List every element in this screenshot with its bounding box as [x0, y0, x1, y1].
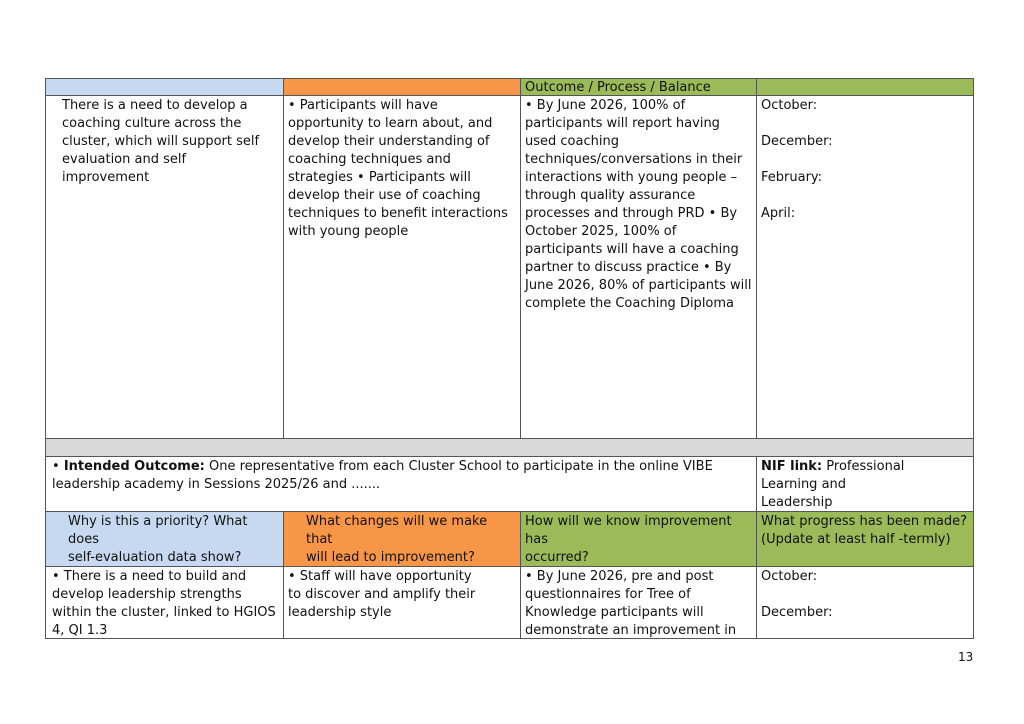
section1-progress-cell: October: December: February: April:: [756, 95, 974, 439]
section1-header-measures-label: Outcome / Process / Balance: [525, 80, 711, 95]
section2-measures-cell: • By June 2026, pre and post questionnaires for Tree of Knowledge participants will demonstrate an improvement in: [520, 566, 757, 639]
section2-changes-cell: • Staff will have opportunity to discover and amplify their leadership style: [283, 566, 521, 639]
section1-changes-cell: • Participants will have opportunity to learn about, and develop their understanding of coaching techniques and strategies • Participants will develop their use of coaching techniques to benefit interactions with young people: [283, 95, 521, 439]
section2-header-measures-title: How will we know improvement has occurred?: [525, 514, 732, 565]
section1-priority-cell: There is a need to develop a coaching culture across the cluster, which will support self evaluation and self improvement: [45, 95, 284, 439]
intended-outcome-text: One representative from each Cluster School to participate in the online VIBE leadership academy in Sessions 2025/26 and .......: [52, 459, 713, 492]
section2-header-measures: [520, 511, 757, 567]
section-separator: [45, 438, 974, 457]
intended-outcome-cell: [45, 456, 757, 512]
nif-link-label: NIF link:: [761, 459, 823, 474]
section1-header-progress: [756, 78, 974, 96]
page-number: 13: [958, 650, 974, 664]
section2-header-priority: Why is this a priority? What does self-evaluation data show?: [45, 511, 284, 567]
section2-header-changes: What changes will we make that will lead to improvement?: [283, 511, 521, 567]
section1-measures-cell: • By June 2026, 100% of participants will report having used coaching techniques/conversations in their interactions with young people – through quality assurance processes and through PRD • By October 2025, 100% of participants will have a coaching partner to discuss practice • By June 2026, 80% of participants will complete the Coaching Diploma: [520, 95, 757, 439]
section1-header-measures: [520, 78, 757, 96]
section2-progress-cell: October: December:: [756, 566, 974, 639]
nif-link-text: Professional Learning and Leadership: [761, 459, 905, 510]
section1-header-changes: [283, 78, 521, 96]
intended-outcome-label: Intended Outcome:: [63, 459, 205, 474]
nif-link-cell: [756, 456, 974, 512]
section1-header-priority: [45, 78, 284, 96]
intended-outcome-bullet: •: [52, 459, 60, 474]
section2-priority-cell: • There is a need to build and develop leadership strengths within the cluster, linked to HGIOS 4, QI 1.3: [45, 566, 284, 639]
section2-header-progress: What progress has been made? (Update at least half -termly): [756, 511, 974, 567]
